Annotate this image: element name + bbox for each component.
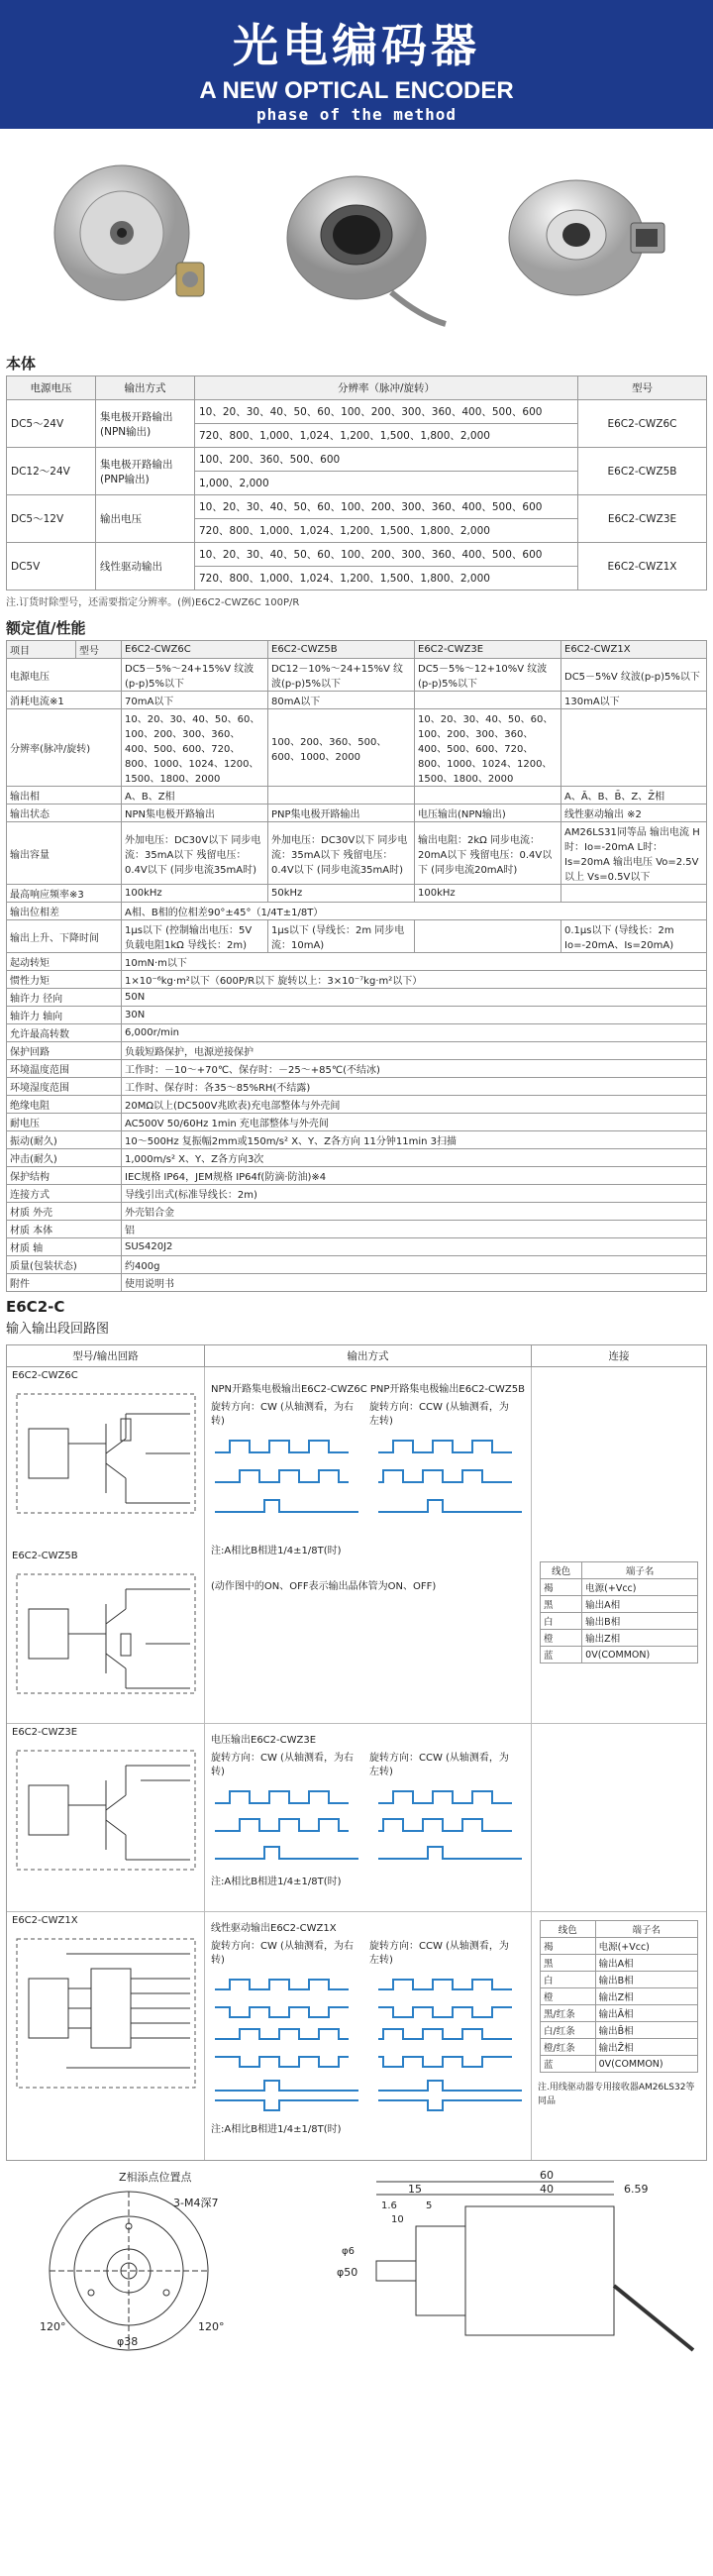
cell-voltage: DC5～12V [7,495,96,543]
rating-value: IEC规格 IP64，JEM规格 IP64f(防滴·防油)※4 [122,1167,707,1185]
angle-label-left: 120° [40,2320,66,2333]
rating-value: 外加电压：DC30V以下 同步电流：35mA以下 残留电压：0.4V以下 (同步电流35mA时) [268,822,415,885]
phase-note-3: 注:A相比B相进1/4±1/8T(时) [211,2124,342,2135]
table-row [7,659,707,692]
table-row [541,2005,698,2022]
table-row [7,1185,707,1203]
table-row [7,1060,707,1078]
dim-1-6: 1.6 [381,2200,397,2211]
section-title-rating: 额定值/性能 [6,619,86,637]
circuit-row-voltage [7,1724,706,1912]
cell-voltage: DC5～24V [7,400,96,448]
cell-output: 集电极开路输出(NPN输出) [96,400,195,448]
dia-50-label: φ50 [337,2266,358,2279]
circuit-diagram-cwz5b [7,1564,203,1713]
rating-value: 铝 [122,1221,707,1238]
table-row [7,495,707,519]
cell-resolution: 10、20、30、40、50、60、100、200、300、360、400、500、600 [195,543,578,567]
table-row [541,1972,698,1988]
rating-item: 电源电压 [7,659,122,692]
rating-item: 附件 [7,1274,122,1292]
wire-color: 黑 [541,1596,582,1613]
rating-item: 输出相 [7,787,122,805]
cell-output: 线性驱动输出 [96,543,195,590]
rating-item: 振动(耐久) [7,1131,122,1149]
col-output: 输出方式 [96,376,195,400]
circuit-diagram-cell [7,1367,205,1723]
table-row [7,1131,707,1149]
dim-40: 40 [540,2183,554,2196]
terminal-name: 输出B相 [582,1613,698,1630]
circuit-header [7,1345,706,1367]
cell-resolution: 100、200、360、500、600 [195,448,578,472]
terminal-name: 输出A相 [582,1596,698,1613]
table-row [7,400,707,424]
table-row [7,543,707,567]
circuit-col-output: 输出方式 [205,1345,532,1366]
rating-item: 分辨率(脉冲/旋转) [7,709,122,787]
terminal-name: 输出B相 [595,1972,697,1988]
wire-color: 黑/红条 [541,2005,596,2022]
circuit-panel [6,1344,707,2161]
wire-table-cell-2 [532,1912,706,2160]
rating-value: DC12－10%～24+15%V 纹波(p-p)5%以下 [268,659,415,692]
dim-10: 10 [391,2214,404,2225]
table-row [7,822,707,885]
cell-resolution: 720、800、1,000、1,024、1,200、1,500、1,800、2,000 [195,519,578,543]
rating-item: 轴许力 径向 [7,989,122,1007]
table-row [541,1955,698,1972]
page-title: 光电编码器 [233,19,480,72]
output-mode-text-npn-pnp: NPN开路集电极输出E6C2-CWZ6C PNP开路集电极输出E6C2-CWZ5B [211,1384,525,1395]
rating-item: 环境湿度范围 [7,1078,122,1096]
table-row [7,692,707,709]
rating-value: 1,000m/s² X、Y、Z各方向3次 [122,1149,707,1167]
encoder-photo-flange [487,144,675,332]
table-row [541,1988,698,2005]
table-row [541,1630,698,1647]
rating-value: 1μs以下 (导线长：2m 同步电流：10mA) [268,920,415,953]
circuit-diagram-cwz1x [7,1929,203,2097]
output-mode-cell [205,1367,532,1723]
terminal-name: 输出B̄相 [595,2022,697,2039]
cell-resolution: 720、800、1,000、1,024、1,200、1,500、1,800、2,000 [195,567,578,590]
rating-value: 约400g [122,1256,707,1274]
phase-note-2: 注:A相比B相进1/4±1/8T(时) [211,1877,342,1887]
model-table-header [7,376,707,400]
circuit-row-npn-pnp [7,1367,706,1724]
rating-value: 1μs以下 (控制输出电压：5V 负载电阻1kΩ 导线长：2m) [122,920,268,953]
cell-model: E6C2-CWZ1X [578,543,707,590]
wire-color-header: 线色 [541,1562,582,1579]
dim-15: 15 [408,2183,422,2196]
product-photos [0,129,713,347]
table-row [541,1579,698,1596]
output-mode-cell [205,1912,532,2160]
circuit-diagram-cwz6c [7,1384,203,1533]
circuit-row-line-driver [7,1912,706,2160]
table-row [7,920,707,953]
rating-value [561,709,707,787]
rating-value: 10、20、30、40、50、60、100、200、300、360、400、500、600、720、800、1000、1024、1200、1500、1800、2000 [415,709,561,787]
output-mode-cell [205,1724,532,1911]
table-row [541,1613,698,1630]
table-row [541,1938,698,1955]
output-mode-text-line-driver: 线性驱动输出E6C2-CWZ1X [211,1923,337,1934]
table-row [7,1096,707,1114]
cell-resolution: 10、20、30、40、50、60、100、200、300、360、400、500、600 [195,400,578,424]
terminal-name: 输出Z相 [582,1630,698,1647]
table-row [7,448,707,472]
rating-value: DC5－5%～24+15%V 纹波(p-p)5%以下 [122,659,268,692]
section-subtitle-circuit: 输入输出段回路图 [6,1322,110,1337]
rating-value: 50kHz [268,885,415,903]
z-phase-label: Z相添点位置点 [119,2171,192,2184]
circuit-col-model: 型号/输出回路 [7,1345,205,1366]
terminal-name: 0V(COMMON) [595,2056,697,2073]
rating-value: 10～500Hz 复振幅2mm或150m/s² X、Y、Z各方向 11分钟11min 3扫描 [122,1131,707,1149]
dim-60: 60 [540,2169,554,2182]
section-title-body: 本体 [6,355,37,373]
rating-item: 输出容量 [7,822,122,885]
model-label-cwz1x: E6C2-CWZ1X [12,1915,78,1926]
table-row [7,1203,707,1221]
rating-value: 10、20、30、40、50、60、100、200、300、360、400、500、600、720、800、1000、1024、1200、1500、1800、2000 [122,709,268,787]
terminal-name-header: 端子名 [582,1562,698,1579]
dia-38-label: φ38 [117,2335,139,2348]
col-cwz3e: E6C2-CWZ3E [415,641,561,659]
rating-item: 输出位相差 [7,903,122,920]
circuit-diagram-cell [7,1912,205,2160]
cell-voltage: DC5V [7,543,96,590]
table-row [7,1024,707,1042]
rating-value [415,787,561,805]
section-title-circuit: E6C2-C [6,1298,65,1316]
dim-6-59: 6.59 [624,2183,649,2196]
table-row [541,1647,698,1664]
rotation-ccw-label: 旋转方向：CCW (从轴测看，为左转) [369,1753,509,1777]
rating-value: 线性驱动输出 ※2 [561,805,707,822]
cell-voltage: DC12～24V [7,448,96,495]
rating-table-header [7,641,707,659]
rating-value: 0.1μs以下 (导线长：2m Io=-20mA、Is=20mA) [561,920,707,953]
rating-value: 100kHz [415,885,561,903]
page-header [0,0,713,129]
table-row [7,787,707,805]
rating-item: 惯性力矩 [7,971,122,989]
rating-value: NPN集电极开路输出 [122,805,268,822]
rating-item: 保护结构 [7,1167,122,1185]
terminal-name: 电源(+Vcc) [582,1579,698,1596]
angle-label-right: 120° [198,2320,225,2333]
rotation-ccw-label: 旋转方向：CCW (从轴测看，为左转) [369,1941,509,1966]
empty-connect-cell [532,1724,706,1911]
table-row [7,709,707,787]
m4-label: 3-M4深7 [173,2197,219,2209]
cell-model: E6C2-CWZ6C [578,400,707,448]
rating-value: PNP集电极开路输出 [268,805,415,822]
rating-value: 70mA以下 [122,692,268,709]
rating-value: 130mA以下 [561,692,707,709]
model-table [6,376,707,590]
timing-chart-npn-pnp [205,1431,528,1540]
table-row [541,1596,698,1613]
table-row [7,1114,707,1131]
table-row [7,885,707,903]
cell-resolution: 10、20、30、40、50、60、100、200、300、360、400、500、600 [195,495,578,519]
rating-value: 负载短路保护，电源逆接保护 [122,1042,707,1060]
rating-value: 工作时、保存时：各35～85%RH(不结露) [122,1078,707,1096]
output-mode-text-voltage: 电压输出E6C2-CWZ3E [211,1735,317,1746]
cell-resolution: 720、800、1,000、1,024、1,200、1,500、1,800、2,000 [195,424,578,448]
encoder-photo-shaft [38,144,226,332]
wire-color: 橙/红条 [541,2039,596,2056]
terminal-name: 0V(COMMON) [582,1647,698,1664]
rating-item: 输出上升、下降时间 [7,920,122,953]
rating-value: 电压输出(NPN输出) [415,805,561,822]
rating-value: 1×10⁻⁶kg·m²以下（600P/R以下 旋转以上：3×10⁻⁷kg·m²以下） [122,971,707,989]
rating-value: 100、200、360、500、600、1000、2000 [268,709,415,787]
rating-item: 质量(包装状态) [7,1256,122,1274]
rating-value: AM26LS31同等品 输出电流 H时：Io=-20mA L时：Is=20mA 输出电压 Vo=2.5V以上 Vs=0.5V以下 [561,822,707,885]
rating-value: 工作时：－10～+70℃、保存时：－25～+85℃(不结冰) [122,1060,707,1078]
rating-value: AC500V 50/60Hz 1min 充电部整体与外壳间 [122,1114,707,1131]
wire-color: 白 [541,1613,582,1630]
table-row [7,1149,707,1167]
rating-item: 环境温度范围 [7,1060,122,1078]
rating-value: A、Ā、B、B̄、Z、Z̄相 [561,787,707,805]
rating-value: 20MΩ以上(DC500V兆欧表)充电部整体与外壳间 [122,1096,707,1114]
table-row [7,1007,707,1024]
rating-value: 10mN·m以下 [122,953,707,971]
model-label-cwz3e: E6C2-CWZ3E [12,1727,78,1738]
rating-value: 6,000r/min [122,1024,707,1042]
rating-value: A相、B相的位相差90°±45°（1/4T±1/8T） [122,903,707,920]
rating-value: SUS420J2 [122,1238,707,1256]
rating-item: 绝缘电阻 [7,1096,122,1114]
rating-value: 输出电阻：2kΩ 同步电流：20mA以下 残留电压：0.4V以下 (同步电流20mA时) [415,822,561,885]
rating-item: 输出状态 [7,805,122,822]
circuit-diagram-cell [7,1724,205,1911]
col-voltage: 电源电压 [7,376,96,400]
encoder-photo-hollow [262,144,451,332]
col-cwz1x: E6C2-CWZ1X [561,641,707,659]
table-row [7,805,707,822]
rating-value [561,885,707,903]
rating-item: 保护回路 [7,1042,122,1060]
rating-table [6,640,707,1292]
table-row [541,2039,698,2056]
rating-item: 耐电压 [7,1114,122,1131]
table-row [7,1042,707,1060]
table-row [7,1167,707,1185]
rating-item: 允许最高转数 [7,1024,122,1042]
table-row [7,953,707,971]
dia-6-label: φ6 [342,2246,355,2257]
wire-color: 蓝 [541,2056,596,2073]
table-row [541,2056,698,2073]
order-note: 注.订货时除型号，还需要指定分辨率。(例)E6C2-CWZ6C 100P/R [6,597,300,608]
dimension-drawing [0,2167,713,2355]
timing-chart-voltage [205,1781,528,1871]
terminal-name: 输出A相 [595,1955,697,1972]
table-row [7,971,707,989]
terminal-name: 输出Z相 [595,1988,697,2005]
terminal-name: 电源(+Vcc) [595,1938,697,1955]
cell-model: E6C2-CWZ5B [578,448,707,495]
rating-item: 最高响应频率※3 [7,885,122,903]
dim-5: 5 [426,2200,433,2211]
table-row [7,1274,707,1292]
rating-item: 连接方式 [7,1185,122,1203]
wire-color-header: 线色 [541,1921,596,1938]
wire-color: 白/红条 [541,2022,596,2039]
table-row [7,903,707,920]
page-subtitle: A NEW OPTICAL ENCODER [199,77,514,104]
wire-color: 橙 [541,1988,596,2005]
col-resolution: 分辨率（脉冲/旋转） [195,376,578,400]
timing-chart-line-driver [205,1970,528,2118]
rating-value: DC5－5%～12+10%V 纹波(p-p)5%以下 [415,659,561,692]
rating-item: 消耗电流※1 [7,692,122,709]
rating-value: 30N [122,1007,707,1024]
receiver-note: 注.用线驱动器专用接收器AM26LS32等同品 [538,2083,695,2106]
rating-value: 外加电压：DC30V以下 同步电流：35mA以下 残留电压：0.4V以下 (同步电流35mA时) [122,822,268,885]
dimension-drawing-svg [0,2167,713,2355]
rating-item: 轴许力 轴向 [7,1007,122,1024]
circuit-col-connect: 连接 [608,1350,630,1362]
wire-color: 黑 [541,1955,596,1972]
rotation-cw-label: 旋转方向：CW (从轴测看，为右转) [211,1941,354,1966]
table-row [7,989,707,1007]
col-cwz6c: E6C2-CWZ6C [122,641,268,659]
rating-value: 80mA以下 [268,692,415,709]
wire-color: 褐 [541,1579,582,1596]
cell-model: E6C2-CWZ3E [578,495,707,543]
wire-color: 白 [541,1972,596,1988]
rotation-cw-label: 旋转方向：CW (从轴测看，为右转) [211,1402,354,1427]
wire-color-table [540,1561,698,1664]
wire-color: 橙 [541,1630,582,1647]
rating-item: 材质 本体 [7,1221,122,1238]
rating-value: DC5－5%V 纹波(p-p)5%以下 [561,659,707,692]
model-label-cwz5b: E6C2-CWZ5B [12,1551,78,1561]
model-label-cwz6c: E6C2-CWZ6C [12,1370,78,1381]
wire-color: 褐 [541,1938,596,1955]
phase-note-1: 注:A相比B相进1/4±1/8T(时) [211,1546,342,1556]
rating-value: 导线引出式(标准导线长：2m) [122,1185,707,1203]
cell-output: 输出电压 [96,495,195,543]
rating-item: 起动转矩 [7,953,122,971]
rating-value: A、B、Z相 [122,787,268,805]
rating-item: 材质 外壳 [7,1203,122,1221]
rating-value: 100kHz [122,885,268,903]
col-model: 型号 [578,376,707,400]
rating-value [415,692,561,709]
action-note: (动作图中的ON、OFF表示输出晶体管为ON、OFF) [211,1581,437,1592]
terminal-name: 输出Ā相 [595,2005,697,2022]
rotation-ccw-label: 旋转方向：CCW (从轴测看，为左转) [369,1402,509,1427]
terminal-name-header: 端子名 [595,1921,697,1938]
table-row [7,1256,707,1274]
circuit-diagram-cwz3e [7,1741,203,1889]
rating-item: 冲击(耐久) [7,1149,122,1167]
rating-value: 外壳铝合金 [122,1203,707,1221]
rating-item: 材质 轴 [7,1238,122,1256]
rating-value [268,787,415,805]
cell-resolution: 1,000、2,000 [195,472,578,495]
page-phase-text: phase of the method [255,105,458,124]
wire-color-table-line-driver [540,1920,698,2073]
table-row [7,1078,707,1096]
table-row [7,1238,707,1256]
rating-value: 50N [122,989,707,1007]
rating-value [415,920,561,953]
table-row [541,2022,698,2039]
rotation-cw-label: 旋转方向：CW (从轴测看，为右转) [211,1753,354,1777]
col-type: 型号 [76,641,122,659]
wire-table-cell-1 [532,1367,706,1723]
table-row [7,1221,707,1238]
col-cwz5b: E6C2-CWZ5B [268,641,415,659]
terminal-name: 输出Z̄相 [595,2039,697,2056]
rating-value: 使用说明书 [122,1274,707,1292]
cell-output: 集电极开路输出(PNP输出) [96,448,195,495]
col-item: 项目 [7,641,76,659]
wire-color: 蓝 [541,1647,582,1664]
